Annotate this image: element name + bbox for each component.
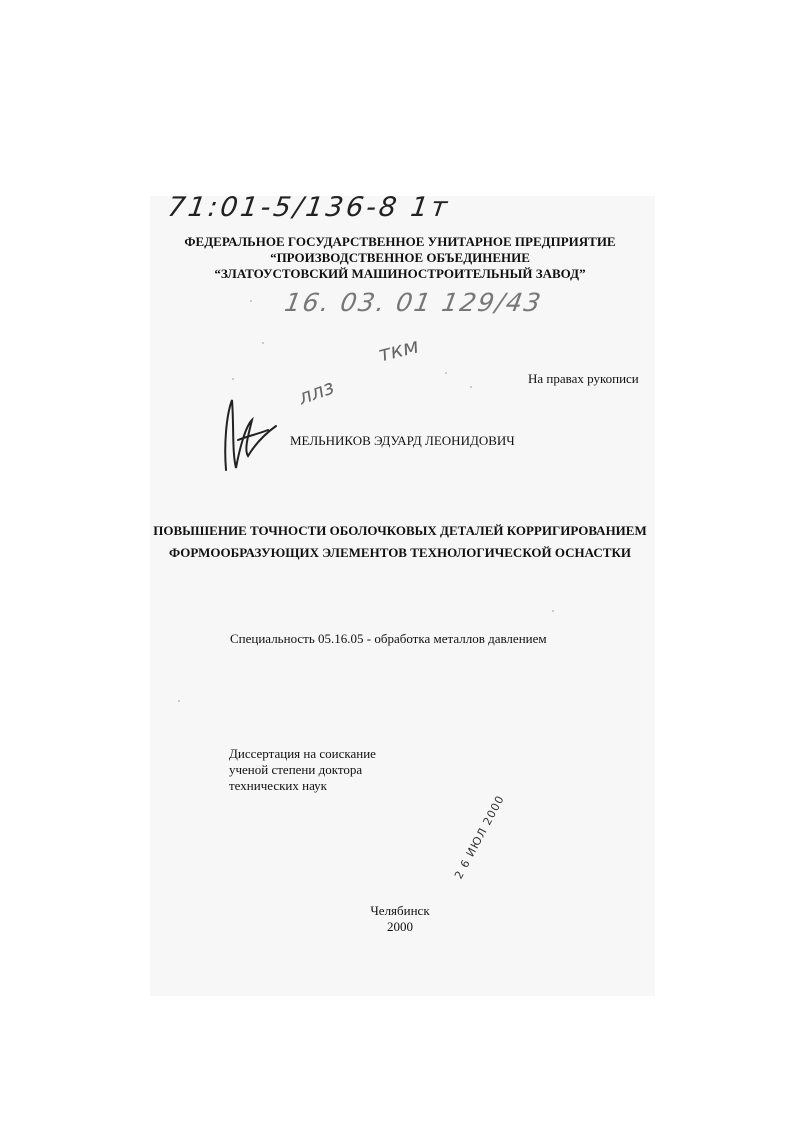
signature-icon <box>218 396 280 474</box>
handwritten-date: 16. 03. 01 129/43 <box>282 288 545 317</box>
title-line-1: ПОВЫШЕНИЕ ТОЧНОСТИ ОБОЛОЧКОВЫХ ДЕТАЛЕЙ КОРРИГИРОВАНИЕМ <box>153 523 647 538</box>
organization-line-1: ФЕДЕРАЛЬНОЕ ГОСУДАРСТВЕННОЕ УНИТАРНОЕ ПРЕДПРИЯТИЕ <box>184 234 616 249</box>
scan-speck <box>250 300 252 302</box>
organization-header <box>150 234 650 282</box>
degree-line-2: ученой степени доктора <box>229 762 363 777</box>
city: Челябинск <box>370 903 430 918</box>
handwritten-note-1: ткм <box>375 333 422 367</box>
handwritten-code: 71:01-5/136-8 1т <box>165 192 452 223</box>
handwritten-note-2: ллз <box>294 374 338 410</box>
author-name: МЕЛЬНИКОВ ЭДУАРД ЛЕОНИДОВИЧ <box>290 433 515 448</box>
specialty: Специальность 05.16.05 - обработка металлов давлением <box>230 631 547 646</box>
scan-speck <box>262 342 264 344</box>
degree-line-1: Диссертация на соискание <box>229 746 376 761</box>
title-line-2: ФОРМООБРАЗУЮЩИХ ЭЛЕМЕНТОВ ТЕХНОЛОГИЧЕСКОЙ ОСНАСТКИ <box>168 545 631 560</box>
date-stamp: 2 6 ИЮЛ 2000 <box>452 793 508 882</box>
degree-block <box>229 746 376 794</box>
scan-speck <box>178 700 180 702</box>
year: 2000 <box>387 919 413 934</box>
scan-speck <box>232 378 234 380</box>
scan-speck <box>470 386 472 388</box>
scan-speck <box>445 372 447 374</box>
place-year <box>300 903 500 935</box>
organization-line-3: “ЗЛАТОУСТОВСКИЙ МАШИНОСТРОИТЕЛЬНЫЙ ЗАВОД” <box>214 266 586 281</box>
organization-line-2: “ПРОИЗВОДСТВЕННОЕ ОБЪЕДИНЕНИЕ <box>270 250 530 265</box>
scan-speck <box>552 610 554 612</box>
dissertation-title <box>150 520 650 564</box>
degree-line-3: технических наук <box>229 778 328 793</box>
manuscript-rights: На правах рукописи <box>528 371 639 386</box>
